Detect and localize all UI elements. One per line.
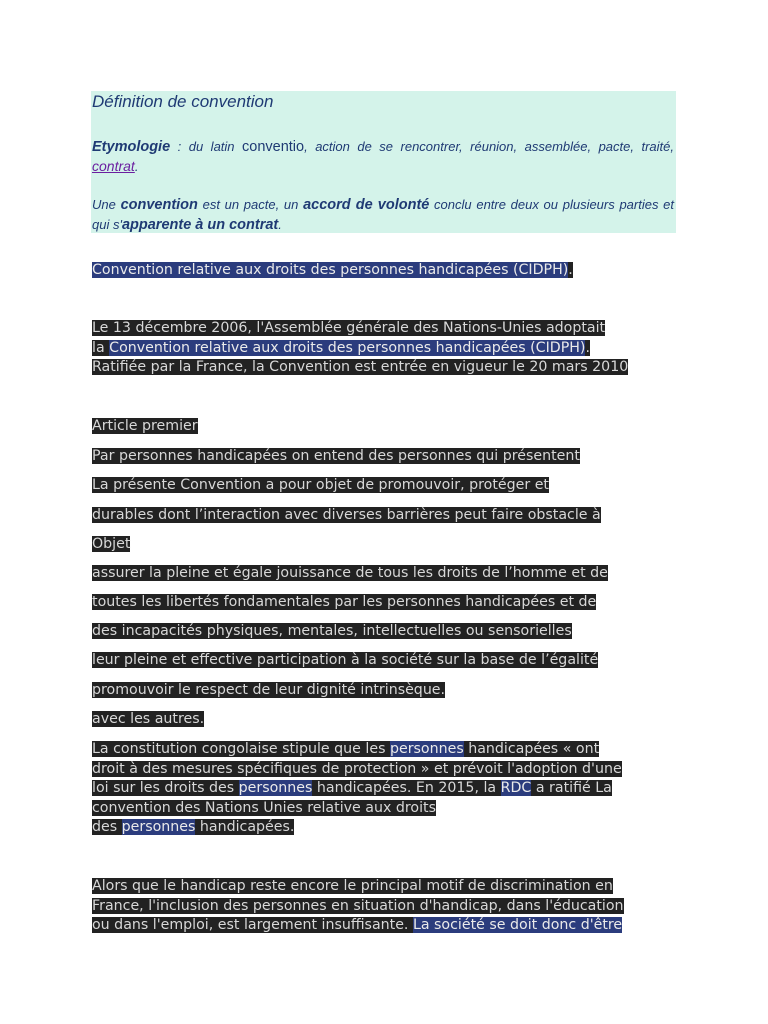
article-line: toutes les libertés fondamentales par les personnes handicapées et de (92, 594, 597, 610)
article-line: Objet (92, 536, 131, 552)
intro-paragraph: Le 13 décembre 2006, l'Assemblée générale des Nations-Unies adoptait la Convention relative aux droits des personnes handicapées (CIDPH). Ratifiée par la France, la Convention est entrée en vigueur le 20 mars 2010 (92, 320, 629, 375)
definition-title: Définition de convention (92, 92, 274, 111)
etymology-label: Etymologie (92, 139, 171, 155)
contrat-link[interactable]: contrat (92, 158, 135, 174)
article-line: des incapacités physiques, mentales, intellectuelles ou sensorielles (92, 623, 572, 639)
closing-paragraph: Alors que le handicap reste encore le principal motif de discrimination en France, l'inclusion des personnes en situation d'handicap, dans l'éducation ou dans l'emploi, est largement insuffisante. La société se doit donc d'être (92, 878, 624, 933)
article-line: La présente Convention a pour objet de promouvoir, protéger et (92, 477, 549, 493)
etymology-paragraph: Etymologie : du latin conventio, action de se rencontrer, réunion, assemblée, pacte, traité, contrat. (92, 139, 674, 174)
congo-paragraph: La constitution congolaise stipule que les personnes handicapées « ont droit à des mesures spécifiques de protection » et prévoit l'adoption d'une loi sur les droits des personnes handicapées. En 2015, la RDC a ratifié La convention des Nations Unies relative aux droits des personnes handicapées. (92, 741, 622, 835)
article-line: Par personnes handicapées on entend des personnes qui présentent (92, 448, 580, 464)
article-line: durables dont l’interaction avec diverses barrières peut faire obstacle à (92, 507, 601, 523)
cidph-heading: Convention relative aux droits des personnes handicapées (CIDPH). (92, 262, 573, 278)
article-line: Article premier (92, 418, 198, 434)
convention-definition-paragraph: Une convention est un pacte, un accord de volonté conclu entre deux ou plusieurs parties et qui s'apparente à un contrat. (92, 197, 675, 233)
article-line: promouvoir le respect de leur dignité intrinsèque. (92, 682, 446, 698)
article-line: leur pleine et effective participation à la société sur la base de l’égalité (92, 652, 599, 668)
article-line: assurer la pleine et égale jouissance de tous les droits de l’homme et de (92, 565, 608, 581)
article-line: avec les autres. (92, 711, 205, 727)
